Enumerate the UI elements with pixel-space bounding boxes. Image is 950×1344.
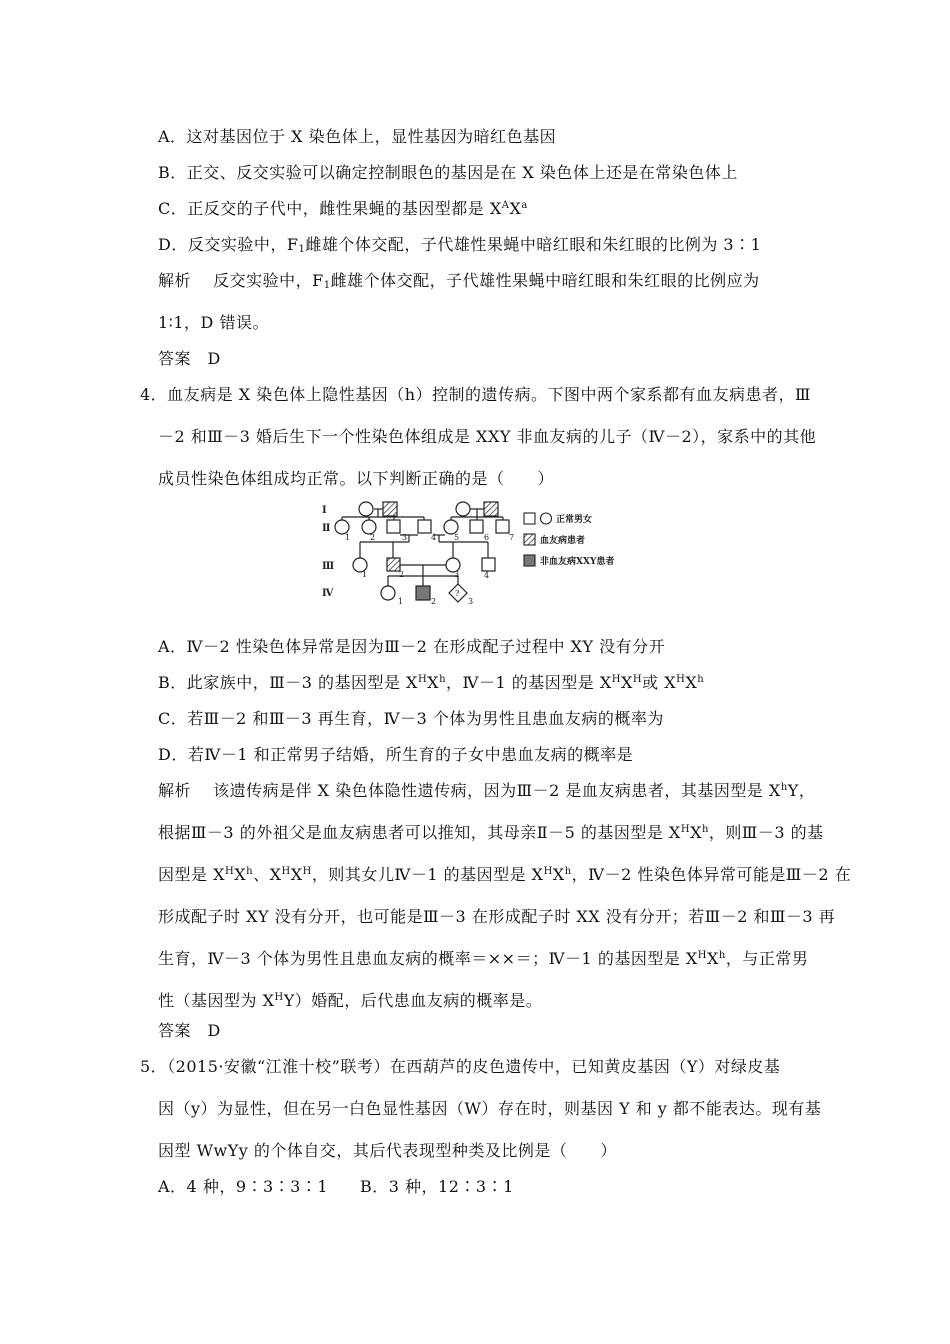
num-III1: 1 bbox=[362, 570, 368, 579]
gen-label-IV: Ⅳ bbox=[322, 588, 334, 599]
pedigree-chart bbox=[318, 494, 634, 608]
pedigree-II6-male bbox=[470, 520, 483, 533]
legend-normal-male-symbol bbox=[524, 513, 535, 524]
num-IV3: 3 bbox=[468, 597, 474, 606]
num-IV2: 2 bbox=[431, 597, 437, 606]
q4-explanation-line4: 形成配子时 XY 没有分开，也可能是Ⅲ－3 在形成配子时 XX 没有分开；若Ⅲ－2 和Ⅲ－3 再 bbox=[158, 907, 836, 926]
pedigree-II3-male bbox=[387, 520, 400, 533]
pedigree-I2-affected-male bbox=[383, 502, 397, 516]
q3-explanation-line2: 1∶1，D 错误。 bbox=[158, 313, 269, 332]
q4-explanation-line5: 生育，Ⅳ－3 个体为男性且患血友病的概率＝××＝；Ⅳ－1 的基因型是 $X^HX^h$，与正常男 bbox=[158, 949, 809, 968]
num-III2: 2 bbox=[399, 570, 405, 579]
legend-normal-female-symbol bbox=[541, 513, 552, 524]
num-II7: 7 bbox=[509, 533, 515, 542]
gen-label-II: Ⅱ bbox=[322, 523, 331, 534]
pedigree-II1-female bbox=[335, 520, 349, 534]
q5-stem-line1: 5．（2015·安徽“江淮十校”联考）在西葫芦的皮色遗传中，已知黄皮基因（Y）对绿皮基 bbox=[140, 1057, 781, 1076]
pedigree-II2-female bbox=[362, 520, 376, 534]
num-IV1: 1 bbox=[398, 597, 404, 606]
q4-explanation-line6: 性（基因型为 $X^HY$）婚配，后代患血友病的概率是。 bbox=[158, 991, 543, 1010]
q5-option-b: B．3 种，12∶3∶1 bbox=[360, 1177, 514, 1196]
q4-stem-line2: －2 和Ⅲ－3 婚后生下一个性染色体组成是 XXY 非血友病的儿子（Ⅳ－2），家系中的其他 bbox=[158, 427, 817, 446]
q3-option-a: A．这对基因位于 X 染色体上，显性基因为暗红色基因 bbox=[158, 127, 557, 146]
pedigree-III4-male bbox=[482, 558, 495, 571]
q4-answer: 答案 D bbox=[158, 1021, 221, 1040]
pedigree-II4-male bbox=[418, 520, 431, 533]
legend-normal-label: 正常男女 bbox=[556, 515, 593, 525]
q3-explanation-line1: 解析 反交实验中，$F_1$雌雄个体交配，子代雄性果蝇中暗红眼和朱红眼的比例应为 bbox=[158, 271, 760, 291]
gen-label-III: Ⅲ bbox=[322, 561, 335, 572]
num-III3: 3 bbox=[454, 570, 460, 579]
q4-option-c: C．若Ⅲ－2 和Ⅲ－3 再生育，Ⅳ－3 个体为男性且患血友病的概率为 bbox=[158, 709, 664, 728]
legend-xxy-label: 非血友病XXY患者 bbox=[540, 557, 615, 567]
legend-xxy-symbol bbox=[524, 555, 535, 566]
pedigree-I1-female bbox=[359, 502, 373, 516]
pedigree-I3-female bbox=[456, 502, 470, 516]
q4-option-d: D．若Ⅳ－1 和正常男子结婚，所生育的子女中患血友病的概率是 bbox=[158, 745, 634, 764]
q4-option-b: B．此家族中，Ⅲ－3 的基因型是 $X^HX^h$，Ⅳ－1 的基因型是 $X^HX^H$或 $X^HX^h$ bbox=[158, 673, 705, 692]
q4-stem-line1: 4．血友病是 X 染色体上隐性基因（h）控制的遗传病。下图中两个家系都有血友病患者，Ⅲ bbox=[140, 385, 811, 404]
q4-stem-line3: 成员性染色体组成均正常。以下判断正确的是（ ） bbox=[158, 469, 555, 488]
q3-option-c: C．正反交的子代中，雌性果蝇的基因型都是 $X^AX^a$ bbox=[158, 199, 528, 218]
q4-explanation-line3: 因型是 $X^HX^h$、$X^HX^H$，则其女儿Ⅳ－1 的基因型是 $X^HX^h$，Ⅳ－2 性染色体异常可能是Ⅲ－2 在 bbox=[158, 865, 852, 884]
gen-label-I: Ⅰ bbox=[322, 505, 327, 516]
q4-option-a: A．Ⅳ－2 性染色体异常是因为Ⅲ－2 在形成配子过程中 XY 没有分开 bbox=[158, 637, 666, 656]
q4-explanation-line2: 根据Ⅲ－3 的外祖父是血友病患者可以推知，其母亲Ⅱ－5 的基因型是 $X^HX^h$，则Ⅲ－3 的基 bbox=[158, 823, 824, 842]
pedigree-IV2-xxy-male bbox=[416, 586, 430, 600]
q4-explanation-line1: 解析 该遗传病是伴 X 染色体隐性遗传病，因为Ⅲ－2 是血友病患者，其基因型是 $X^hY$， bbox=[158, 781, 816, 800]
q5-stem-line3: 因型 WwYy 的个体自交，其后代表现型种类及比例是（ ） bbox=[158, 1141, 617, 1160]
pedigree-II5-female bbox=[444, 520, 458, 534]
num-II4: 4 bbox=[431, 533, 437, 542]
num-II2: 2 bbox=[370, 533, 376, 542]
num-IV3-unknown-mark: ? bbox=[455, 589, 460, 598]
q5-option-a: A．4 种，9∶3∶3∶1 bbox=[158, 1177, 329, 1196]
pedigree-II7-male bbox=[496, 520, 509, 533]
pedigree-IV1-female bbox=[381, 586, 395, 600]
q3-answer: 答案 D bbox=[158, 349, 221, 368]
num-III4: 4 bbox=[484, 571, 490, 580]
num-II6: 6 bbox=[484, 533, 490, 542]
legend-affected-label: 血友病患者 bbox=[540, 536, 586, 546]
q5-stem-line2: 因（y）为显性，但在另一白色显性基因（W）存在时，则基因 Y 和 y 都不能表达。现有基 bbox=[158, 1099, 822, 1118]
num-II1: 1 bbox=[345, 533, 351, 542]
num-II5: 5 bbox=[454, 533, 460, 542]
pedigree-I4-affected-male bbox=[484, 502, 498, 516]
q3-option-d: D．反交实验中，$F_1$雌雄个体交配，子代雄性果蝇中暗红眼和朱红眼的比例为 3∶1 bbox=[158, 235, 762, 255]
legend-affected-symbol bbox=[524, 534, 535, 545]
num-II3: 3 bbox=[402, 533, 408, 542]
q3-option-b: B．正交、反交实验可以确定控制眼色的基因是在 X 染色体上还是在常染色体上 bbox=[158, 163, 738, 182]
